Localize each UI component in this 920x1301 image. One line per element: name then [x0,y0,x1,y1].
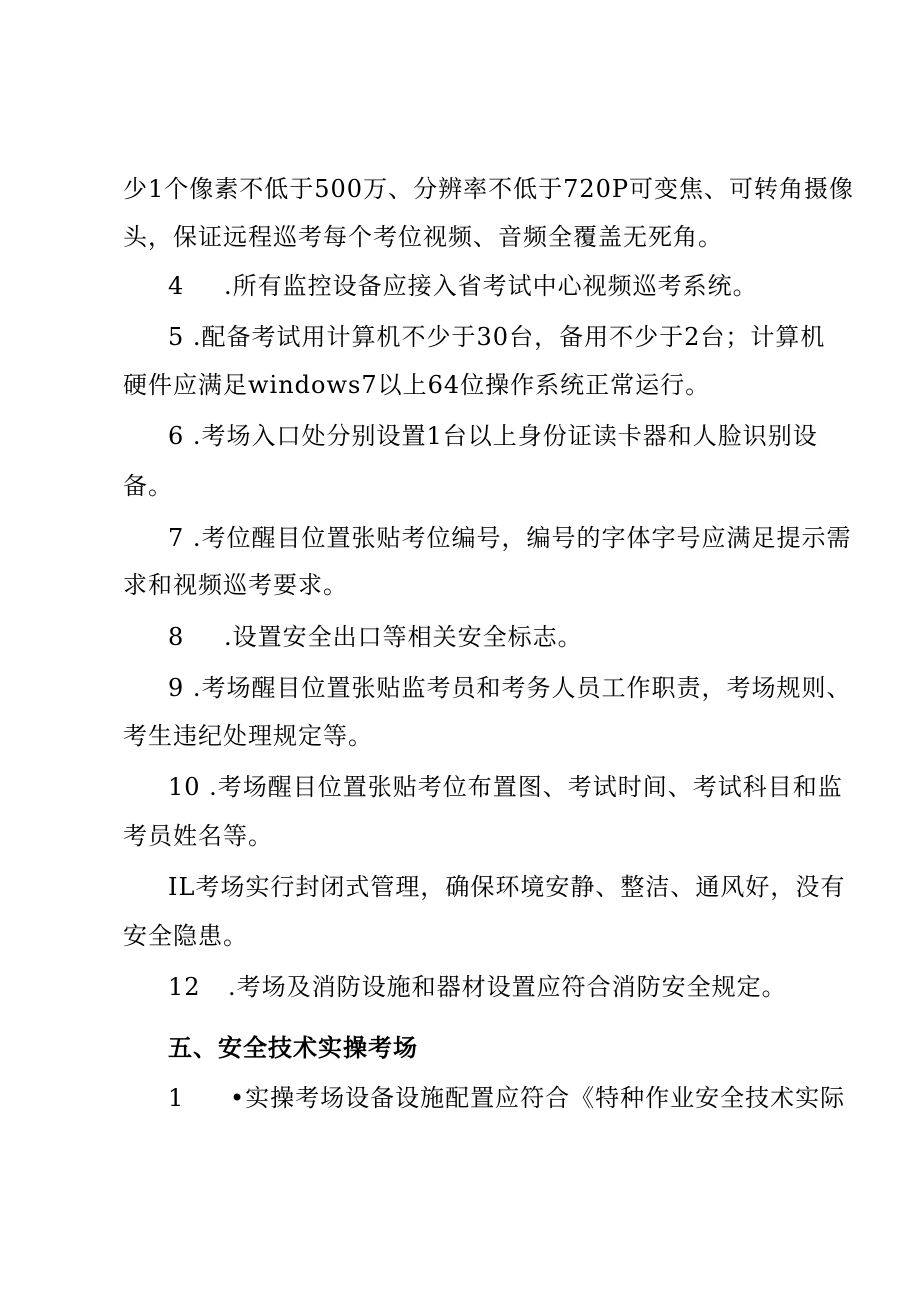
list-item-11-line1: IL考场实行封闭式管理，确保环境安静、整洁、通风好，没有 [168,873,846,901]
list-item-7-line1: 7 .考位醒目位置张贴考位编号，编号的字体字号应满足提示需 [168,524,852,552]
list-item-12 [168,972,787,1002]
item-text: .考场及消防设施和器材设置应符合消防安全规定。 [228,973,787,1001]
paragraph-line: 头，保证远程巡考每个考位视频、音频全覆盖无死角。 [123,223,723,251]
section-5-item-1 [168,1083,845,1113]
list-item-8 [168,622,583,652]
section-heading: 五、安全技术实操考场 [168,1034,418,1062]
item-text: •实操考场设备设施配置应符合《特种作业安全技术实际 [230,1084,846,1112]
item-text: .设置安全出口等相关安全标志。 [224,623,583,651]
paragraph-line: 少1个像素不低于500万、分辨率不低于720P可变焦、可转角摄像 [123,175,855,203]
item-number: 12 [168,973,201,1001]
list-item-6-line2: 备。 [123,472,173,500]
item-number: 8 [168,623,185,651]
list-item-10-line2: 考员姓名等。 [123,822,273,850]
item-text: .所有监控设备应接入省考试中心视频巡考系统。 [224,272,758,300]
list-item-11-line2: 安全隐患。 [123,922,248,950]
list-item-5-line2: 硬件应满足windows7以上64位操作系统正常运行。 [123,371,711,399]
list-item-6-line1: 6 .考场入口处分别设置1台以上身份证读卡器和人脸识别设 [168,422,818,450]
list-item-10-line1: 10 .考场醒目位置张贴考位布置图、考试时间、考试科目和监 [168,773,843,801]
list-item-9-line2: 考生违纪处理规定等。 [123,722,373,750]
list-item-9-line1: 9 .考场醒目位置张贴监考员和考务人员工作职责，考场规则、 [168,674,852,702]
list-item-4 [168,271,758,301]
list-item-5-line1: 5 .配备考试用计算机不少于30台，备用不少于2台；计算机 [168,323,826,351]
list-item-7-line2: 求和视频巡考要求。 [123,571,348,599]
item-number: 4 [168,272,185,300]
item-number: 1 [168,1084,185,1112]
